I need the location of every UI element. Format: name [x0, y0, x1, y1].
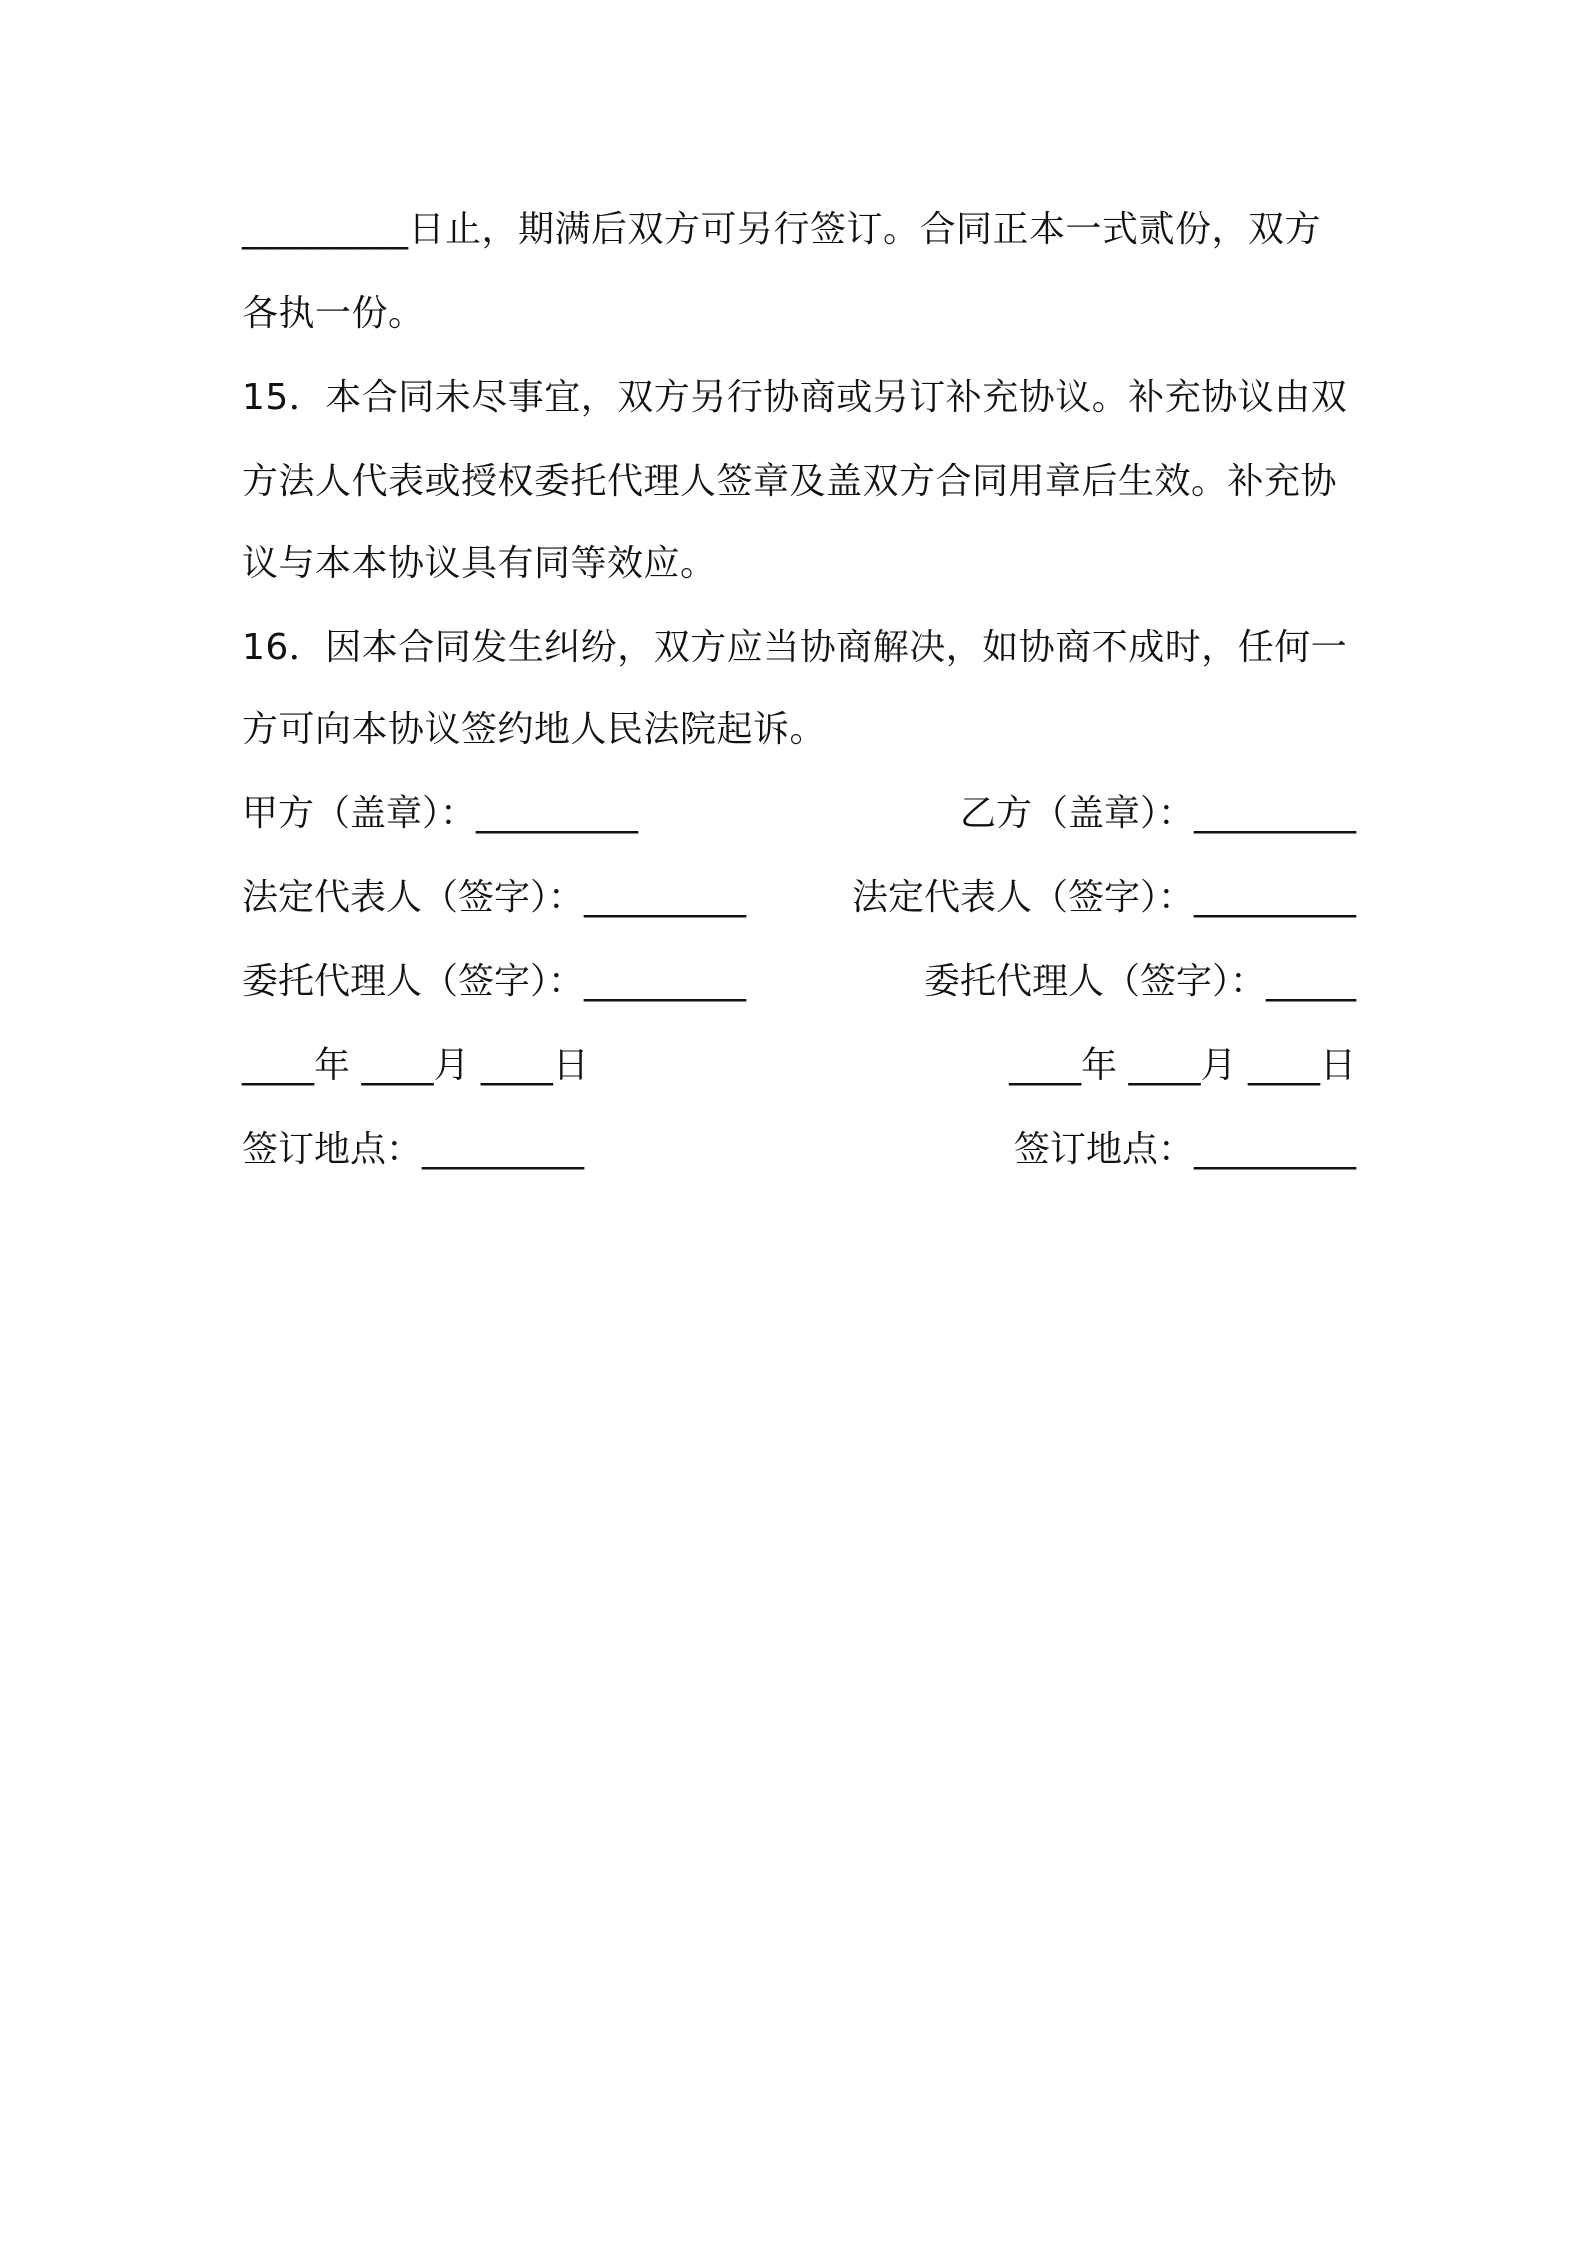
party-a-legal-representative-field: 法定代表人（签字）：_________ [242, 877, 747, 918]
clause-16-line: 方可向本协议签约地人民法院起诉。 [242, 709, 827, 750]
contract-text-line: _________日止，期满后双方可另行签订。合同正本一式贰份，双方 [242, 209, 1322, 250]
clause-15-line: 方法人代表或授权委托代理人签章及盖双方合同用章后生效。补充协 [242, 461, 1338, 502]
party-a-seal-field: 甲方（盖章）：_________ [242, 793, 639, 834]
party-b-date-field: ____年 ____月 ____日 [1009, 1045, 1356, 1086]
clause-16-line: 16．因本合同发生纠纷，双方应当协商解决，如协商不成时，任何一 [242, 627, 1348, 668]
party-b-signing-place-field: 签订地点：_________ [1013, 1129, 1356, 1170]
party-b-seal-field: 乙方（盖章）：_________ [959, 793, 1356, 834]
agent-row [242, 958, 1356, 1006]
party-a-agent-field: 委托代理人（签字）：_________ [242, 961, 747, 1002]
contract-text-line: 各执一份。 [242, 293, 425, 334]
legal-representative-row [242, 874, 1356, 922]
seal-row [242, 790, 1356, 838]
party-a-date-field: ____年 ____月 ____日 [242, 1045, 589, 1086]
date-row [242, 1042, 1356, 1090]
clause-15-line: 15．本合同未尽事宜，双方另行协商或另订补充协议。补充协议由双 [242, 377, 1348, 418]
party-b-agent-field: 委托代理人（签字）：_____ [923, 961, 1356, 1002]
party-a-signing-place-field: 签订地点：_________ [242, 1129, 585, 1170]
signing-place-row [242, 1126, 1356, 1174]
party-b-legal-representative-field: 法定代表人（签字）：_________ [851, 877, 1356, 918]
clause-15-line: 议与本本协议具有同等效应。 [242, 543, 717, 584]
